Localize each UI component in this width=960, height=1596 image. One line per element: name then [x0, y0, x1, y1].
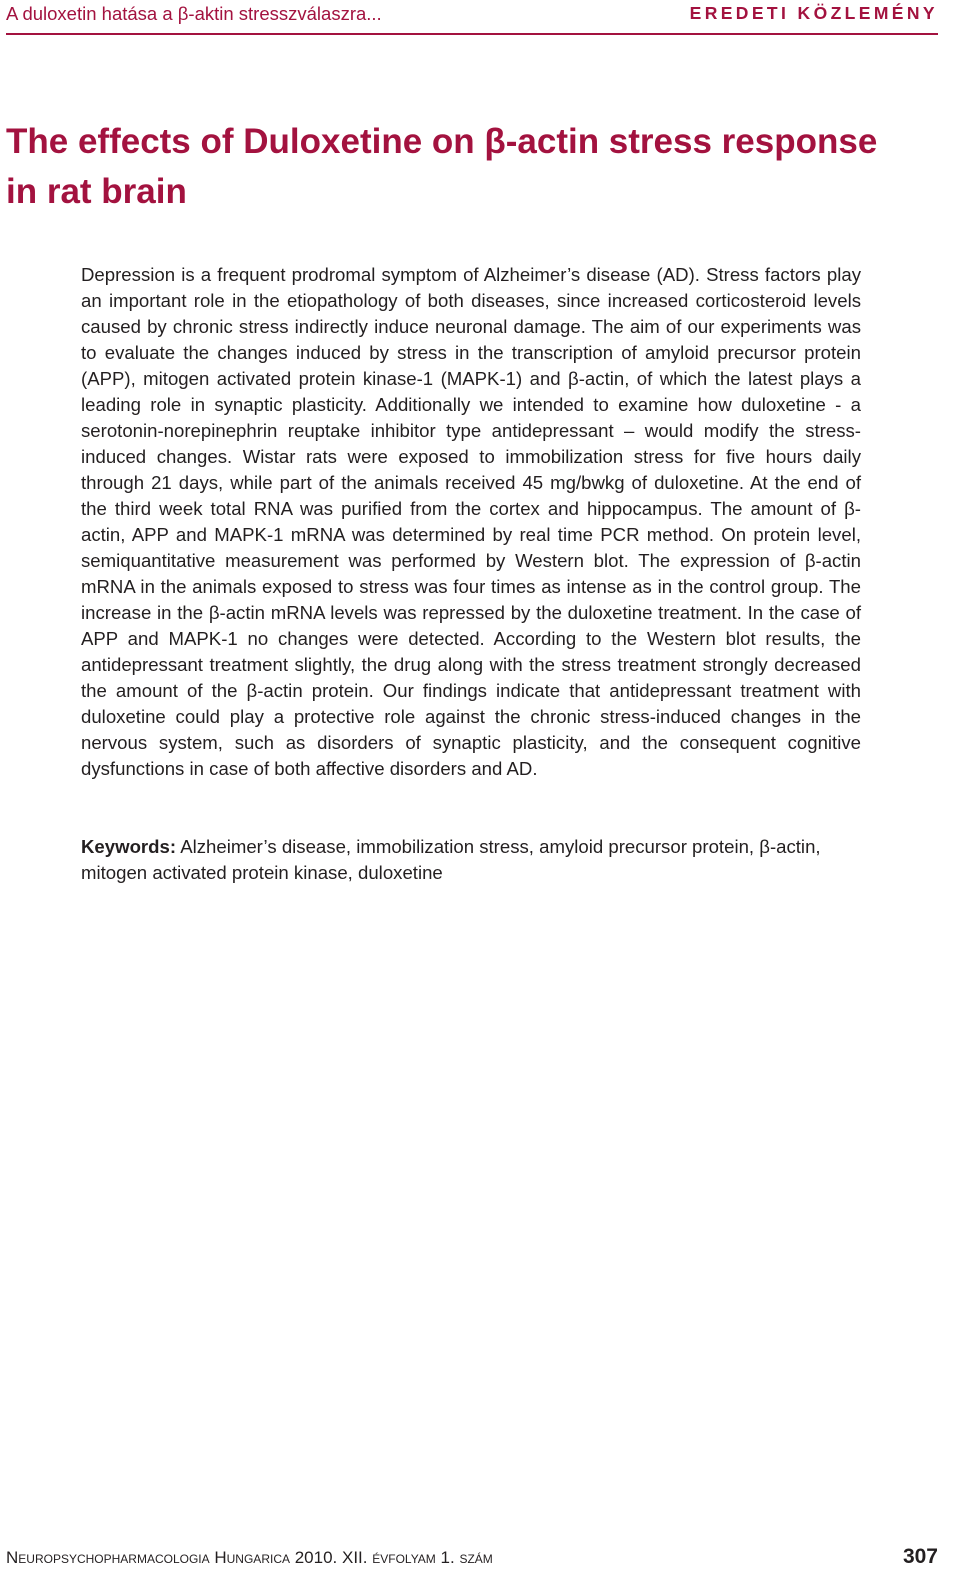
- article-title-line-1: The effects of Duloxetine on β-actin stress response: [6, 122, 878, 161]
- running-title: A duloxetin hatása a β-aktin stresszválaszra...: [6, 3, 382, 24]
- page-number: 307: [902, 1545, 938, 1568]
- journal-year-volume: 2010. XII.: [294, 1548, 368, 1567]
- journal-citation: [6, 1548, 493, 1568]
- keywords: [81, 834, 861, 886]
- keywords-label: Keywords:: [81, 836, 177, 857]
- article-title: [6, 117, 936, 217]
- section-label: EREDETI KÖZLEMÉNY: [689, 3, 938, 23]
- page-footer: [6, 1545, 938, 1575]
- journal-name: Neuropsychopharmacologia Hungarica: [6, 1548, 290, 1567]
- article-title-line-2: in rat brain: [6, 172, 187, 211]
- abstract-text: Depression is a frequent prodromal symptom of Alzheimer’s disease (AD). Stress factors play an important role in the etiopathology of both diseases, since increased corticosteroid levels caused by chronic stress indirectly induce neuronal damage. The aim of our experiments was to evaluate the changes induced by stress in the transcription of amyloid precursor protein (APP), mitogen activated protein kinase-1 (MAPK-1) and β-actin, of which the latest plays a leading role in synaptic plasticity. Additionally we intended to examine how duloxetine - a serotonin-norepinephrin reuptake inhibitor type antidepressant – would modify the stress-induced changes. Wistar rats were exposed to immobilization stress for five hours daily through 21 days, while part of the animals received 45 mg/bwkg of duloxetine. At the end of the third week total RNA was purified from the cortex and hippocampus. The amount of β-actin, APP and MAPK-1 mRNA was determined by real time PCR method. On protein level, semiquantitative measurement was performed by Western blot. The expression of β-actin mRNA in the animals exposed to stress was four times as intense as in the control group. The increase in the β-actin mRNA levels was repressed by the duloxetine treatment. In the case of APP and MAPK-1 no changes were detected. According to the Western blot results, the antidepressant treatment slightly, the drug along with the stress treatment strongly decreased the amount of the β-actin protein. Our findings indicate that antidepressant treatment with duloxetine could play a protective role against the chronic stress-induced changes in the nervous system, such as disorders of synaptic plasticity, and the consequent cognitive dysfunctions in case of both affective disorders and AD.: [81, 264, 861, 779]
- journal-volume-word: évfolyam: [372, 1548, 436, 1567]
- journal-issue: 1.: [440, 1548, 455, 1567]
- running-header: [6, 0, 938, 35]
- keywords-list: Alzheimer’s disease, immobilization stress, amyloid precursor protein, β-actin, mitogen activated protein kinase, duloxetine: [81, 836, 821, 883]
- journal-issue-word: szám: [459, 1548, 493, 1567]
